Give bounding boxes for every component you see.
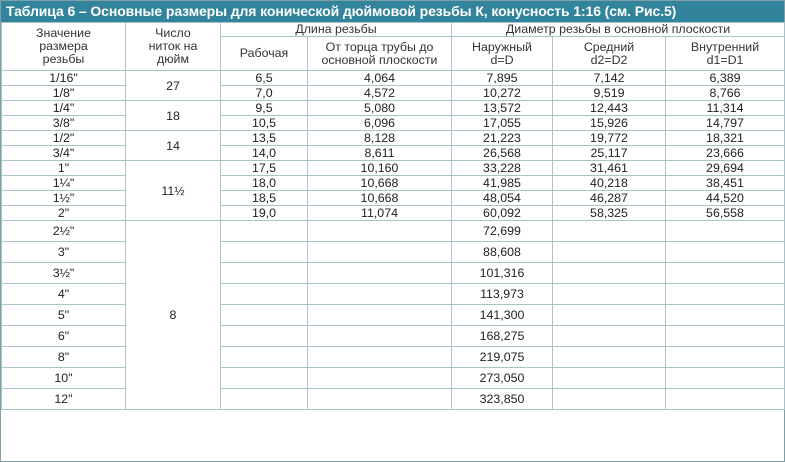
cell-from-end (308, 305, 452, 326)
cell-size: 4" (2, 284, 126, 305)
cell-from-end (308, 389, 452, 410)
table-row (2, 116, 785, 131)
table-row (2, 326, 785, 347)
cell-size: 1" (2, 161, 126, 176)
cell-middle (553, 368, 666, 389)
cell-from-end: 8,128 (308, 131, 452, 146)
cell-outer: 168,275 (452, 326, 553, 347)
cell-inner (666, 263, 785, 284)
table-row (2, 71, 785, 86)
cell-inner (666, 368, 785, 389)
thread-dimensions-table (1, 22, 785, 410)
cell-working: 18,5 (221, 191, 308, 206)
cell-working: 7,0 (221, 86, 308, 101)
cell-outer: 273,050 (452, 368, 553, 389)
cell-working: 13,5 (221, 131, 308, 146)
cell-middle (553, 305, 666, 326)
cell-outer: 10,272 (452, 86, 553, 101)
header-middle (553, 37, 666, 71)
cell-outer: 88,608 (452, 242, 553, 263)
cell-from-end (308, 347, 452, 368)
cell-middle (553, 347, 666, 368)
cell-size: 1¼" (2, 176, 126, 191)
header-tpi (126, 23, 221, 71)
cell-middle (553, 326, 666, 347)
header-size-line: Значение (36, 26, 91, 40)
cell-middle (553, 221, 666, 242)
header-from-end-line: основной плоскости (321, 52, 438, 67)
cell-middle: 19,772 (553, 131, 666, 146)
cell-from-end (308, 263, 452, 284)
cell-inner (666, 326, 785, 347)
cell-working: 10,5 (221, 116, 308, 131)
table-row (2, 263, 785, 284)
cell-inner (666, 389, 785, 410)
table-row (2, 368, 785, 389)
cell-working (221, 368, 308, 389)
cell-working: 9,5 (221, 101, 308, 116)
cell-inner (666, 284, 785, 305)
cell-inner: 56,558 (666, 206, 785, 221)
cell-working: 17,5 (221, 161, 308, 176)
table-row (2, 146, 785, 161)
table-row (2, 389, 785, 410)
table-row (2, 86, 785, 101)
cell-middle: 31,461 (553, 161, 666, 176)
cell-working (221, 347, 308, 368)
header-tpi-line: Число (155, 26, 191, 40)
cell-working: 6,5 (221, 71, 308, 86)
cell-size: 10" (2, 368, 126, 389)
cell-middle: 25,117 (553, 146, 666, 161)
cell-working (221, 389, 308, 410)
cell-size: 12" (2, 389, 126, 410)
cell-size: 1/2" (2, 131, 126, 146)
cell-from-end (308, 368, 452, 389)
cell-tpi: 8 (126, 221, 221, 410)
header-inner (666, 37, 785, 71)
cell-from-end: 5,080 (308, 101, 452, 116)
cell-size: 6" (2, 326, 126, 347)
cell-middle (553, 389, 666, 410)
cell-size: 2½" (2, 221, 126, 242)
header-middle-line: Средний (583, 39, 635, 54)
cell-tpi: 14 (126, 131, 221, 161)
cell-from-end: 10,160 (308, 161, 452, 176)
cell-middle: 40,218 (553, 176, 666, 191)
cell-from-end: 10,668 (308, 176, 452, 191)
header-inner-line: Внутренний (690, 39, 760, 54)
header-diameter-group: Диаметр резьбы в основной плоскости (452, 23, 785, 37)
cell-size: 3/4" (2, 146, 126, 161)
cell-outer: 26,568 (452, 146, 553, 161)
table-row (2, 242, 785, 263)
cell-from-end: 4,572 (308, 86, 452, 101)
header-working: Рабочая (221, 37, 308, 71)
table-row (2, 206, 785, 221)
cell-working (221, 305, 308, 326)
cell-middle: 7,142 (553, 71, 666, 86)
table-row (2, 161, 785, 176)
cell-inner: 14,797 (666, 116, 785, 131)
cell-size: 1/4" (2, 101, 126, 116)
table-row (2, 221, 785, 242)
table-row (2, 284, 785, 305)
cell-from-end (308, 326, 452, 347)
cell-working: 19,0 (221, 206, 308, 221)
header-inner-line: d1=D1 (706, 52, 744, 67)
cell-working (221, 242, 308, 263)
table-row (2, 131, 785, 146)
cell-working (221, 263, 308, 284)
header-from-end-line: От торца трубы до (325, 39, 434, 54)
cell-from-end (308, 221, 452, 242)
cell-size: 3/8" (2, 116, 126, 131)
table-row (2, 101, 785, 116)
cell-from-end (308, 242, 452, 263)
cell-from-end: 8,611 (308, 146, 452, 161)
header-size-line: размера (39, 39, 88, 53)
cell-size: 5" (2, 305, 126, 326)
table-row (2, 176, 785, 191)
cell-middle: 12,443 (553, 101, 666, 116)
cell-size: 8" (2, 347, 126, 368)
cell-outer: 7,895 (452, 71, 553, 86)
cell-middle (553, 263, 666, 284)
table-row (2, 305, 785, 326)
cell-outer: 17,055 (452, 116, 553, 131)
cell-inner (666, 305, 785, 326)
header-middle-line: d2=D2 (590, 52, 628, 67)
cell-from-end (308, 284, 452, 305)
cell-inner: 6,389 (666, 71, 785, 86)
cell-inner (666, 242, 785, 263)
header-length-group: Длина резьбы (221, 23, 452, 37)
header-size-line: резьбы (42, 52, 85, 66)
cell-outer: 60,092 (452, 206, 553, 221)
cell-outer: 323,850 (452, 389, 553, 410)
cell-inner: 8,766 (666, 86, 785, 101)
cell-inner: 23,666 (666, 146, 785, 161)
header-from-end (308, 37, 452, 71)
cell-outer: 13,572 (452, 101, 553, 116)
header-outer (452, 37, 553, 71)
cell-inner: 38,451 (666, 176, 785, 191)
cell-inner: 29,694 (666, 161, 785, 176)
cell-outer: 113,973 (452, 284, 553, 305)
cell-middle: 9,519 (553, 86, 666, 101)
table-title: Таблица 6 – Основные размеры для конической дюймовой резьбы К, конусность 1:16 (см. Рис.5) (1, 1, 784, 22)
cell-inner (666, 347, 785, 368)
cell-tpi: 11½ (126, 161, 221, 221)
cell-inner (666, 221, 785, 242)
cell-from-end: 4,064 (308, 71, 452, 86)
header-tpi-line: ниток на (148, 39, 198, 53)
cell-inner: 11,314 (666, 101, 785, 116)
cell-outer: 33,228 (452, 161, 553, 176)
cell-outer: 48,054 (452, 191, 553, 206)
cell-inner: 18,321 (666, 131, 785, 146)
cell-outer: 101,316 (452, 263, 553, 284)
cell-middle: 15,926 (553, 116, 666, 131)
cell-size: 1/16" (2, 71, 126, 86)
cell-working (221, 221, 308, 242)
cell-outer: 219,075 (452, 347, 553, 368)
cell-inner: 44,520 (666, 191, 785, 206)
cell-from-end: 10,668 (308, 191, 452, 206)
cell-size: 3" (2, 242, 126, 263)
cell-from-end: 11,074 (308, 206, 452, 221)
cell-outer: 141,300 (452, 305, 553, 326)
cell-middle: 46,287 (553, 191, 666, 206)
table-row (2, 347, 785, 368)
cell-size: 1½" (2, 191, 126, 206)
cell-from-end: 6,096 (308, 116, 452, 131)
cell-working: 14,0 (221, 146, 308, 161)
header-size (2, 23, 126, 71)
cell-outer: 21,223 (452, 131, 553, 146)
cell-working (221, 284, 308, 305)
header-outer-line: Наружный (472, 39, 532, 54)
cell-size: 3½" (2, 263, 126, 284)
cell-middle: 58,325 (553, 206, 666, 221)
cell-size: 1/8" (2, 86, 126, 101)
cell-middle (553, 284, 666, 305)
header-tpi-line: дюйм (157, 52, 189, 66)
table-row (2, 191, 785, 206)
header-outer-line: d=D (490, 52, 514, 67)
cell-outer: 41,985 (452, 176, 553, 191)
cell-working: 18,0 (221, 176, 308, 191)
cell-outer: 72,699 (452, 221, 553, 242)
cell-working (221, 326, 308, 347)
cell-middle (553, 242, 666, 263)
cell-tpi: 18 (126, 101, 221, 131)
cell-size: 2" (2, 206, 126, 221)
cell-tpi: 27 (126, 71, 221, 101)
